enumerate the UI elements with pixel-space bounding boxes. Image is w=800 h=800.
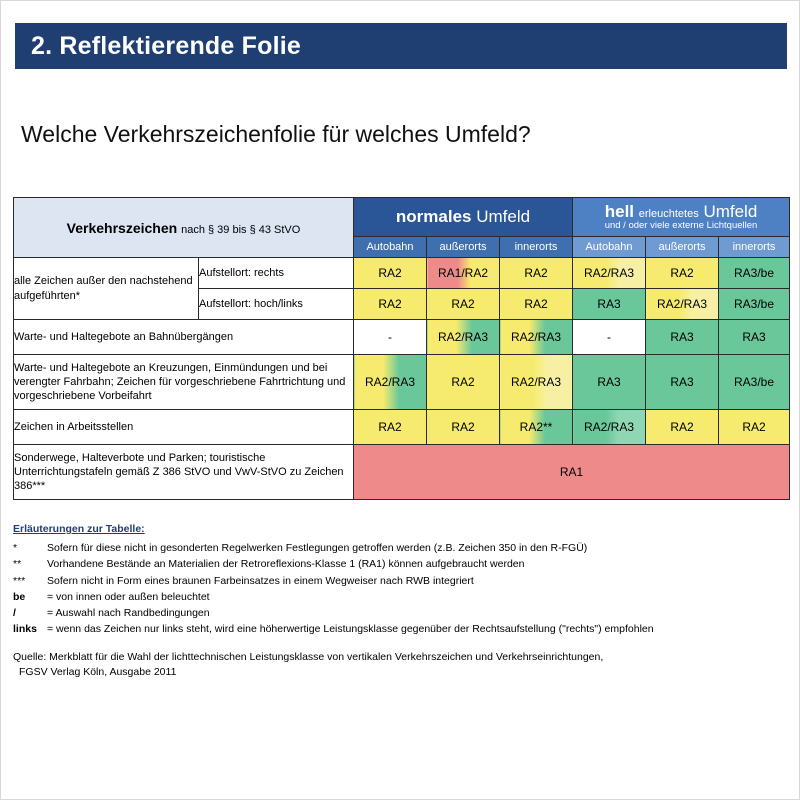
column-header-hell-autobahn: Autobahn: [573, 237, 646, 258]
source-line-2: FGSV Verlag Köln, Ausgabe 2011: [19, 665, 177, 678]
cell-r0-c5: RA3/be: [719, 258, 790, 289]
group-header-hell-rest: Umfeld: [703, 202, 758, 222]
cell-r4-c0: RA2: [354, 410, 427, 445]
row-label-alle-zeichen: alle Zeichen außer den nachstehend aufgeführten*: [14, 258, 199, 320]
cell-r4-c4: RA2: [646, 410, 719, 445]
note-text: Sofern für diese nicht in gesonderten Regelwerken Festlegungen getroffen werden (z.B. Zeichen 350 in den R-FGÜ): [47, 542, 588, 555]
cell-r3-c3: RA3: [573, 355, 646, 410]
group-header-hell-strong: hell: [604, 202, 635, 222]
cell-r0-c2: RA2: [500, 258, 573, 289]
cell-r1-c1: RA2: [427, 289, 500, 320]
table-container: [13, 197, 789, 500]
cell-r3-c0: RA2/RA3: [354, 355, 427, 410]
cell-r1-c2: RA2: [500, 289, 573, 320]
table-row: [14, 355, 790, 410]
cell-r2-c5: RA3: [719, 320, 790, 355]
note-key: ***: [13, 574, 26, 587]
row-label-kreuzungen: Warte- und Haltegebote an Kreuzungen, Einmündungen und bei verengter Fahrbahn; Zeichen für vorgeschriebene Fahrtrichtung und vorgeschriebene Vorbeifahrt: [14, 355, 354, 410]
page-title: 2. Reflektierende Folie: [31, 31, 301, 60]
note-item: [13, 590, 789, 605]
table-row-sonderwege: [14, 445, 790, 500]
note-key: **: [13, 558, 22, 571]
table-corner-header: [14, 198, 354, 258]
note-item: [13, 541, 789, 556]
source-block: [13, 650, 789, 680]
group-header-hell-tiny: und / oder viele externe Lichtquellen: [604, 219, 758, 231]
cell-r3-c4: RA3: [646, 355, 719, 410]
cell-r0-c0: RA2: [354, 258, 427, 289]
cell-sonderwege-ra1: RA1: [354, 445, 790, 500]
note-item: [13, 622, 789, 637]
table-row: [14, 410, 790, 445]
cell-r3-c5: RA3/be: [719, 355, 790, 410]
note-item: [13, 606, 789, 621]
group-header-normal: [354, 198, 573, 237]
note-item: [13, 574, 789, 589]
cell-r0-c1: RA1/RA2: [427, 258, 500, 289]
group-header-normal-rest: Umfeld: [476, 207, 531, 226]
cell-r2-c4: RA3: [646, 320, 719, 355]
corner-title: Verkehrszeichen: [66, 219, 178, 236]
note-text: Vorhandene Bestände an Materialien der Retroreflexions-Klasse 1 (RA1) können aufgebraucht werden: [47, 558, 525, 571]
note-item: [13, 557, 789, 572]
slide-title-bar: [15, 23, 787, 69]
group-header-hell-mid: erleuchtetes: [638, 208, 699, 221]
column-header-hell-innerorts: innerorts: [719, 237, 790, 258]
cell-r2-c1: RA2/RA3: [427, 320, 500, 355]
cell-r1-c5: RA3/be: [719, 289, 790, 320]
row-label-bahnuebergaenge: Warte- und Haltegebote an Bahnübergängen: [14, 320, 354, 355]
note-text: Sofern nicht in Form eines braunen Farbeinsatzes in einem Wegweiser nach RWB integriert: [47, 574, 474, 587]
cell-r4-c5: RA2: [719, 410, 790, 445]
group-header-hell: [573, 198, 790, 237]
row-label-sonderwege: Sonderwege, Halteverbote und Parken; touristische Unterrichtungstafeln gemäß Z 386 StVO und VwV-StVO zu Zeichen 386***: [14, 445, 354, 500]
column-header-normal-autobahn: Autobahn: [354, 237, 427, 258]
cell-r1-c0: RA2: [354, 289, 427, 320]
column-header-normal-innerorts: innerorts: [500, 237, 573, 258]
cell-r4-c1: RA2: [427, 410, 500, 445]
table-row: [14, 320, 790, 355]
group-header-normal-strong: normales: [395, 207, 472, 226]
cell-r3-c1: RA2: [427, 355, 500, 410]
table-row: [14, 258, 790, 289]
note-key: be: [13, 590, 26, 603]
notes-heading: Erläuterungen zur Tabelle:: [13, 523, 145, 535]
note-key: /: [13, 607, 16, 620]
cell-r3-c2: RA2/RA3: [500, 355, 573, 410]
cell-r2-c2: RA2/RA3: [500, 320, 573, 355]
table-header-group-row: [14, 198, 790, 237]
cell-r1-c3: RA3: [573, 289, 646, 320]
cell-r1-c4: RA2/RA3: [646, 289, 719, 320]
note-text: = Auswahl nach Randbedingungen: [47, 607, 210, 620]
column-header-hell-ausserorts: außerorts: [646, 237, 719, 258]
slide-subtitle: Welche Verkehrszeichenfolie für welches Umfeld?: [21, 121, 531, 147]
cell-r0-c4: RA2: [646, 258, 719, 289]
row-sublabel-aufstellort-rechts: Aufstellort: rechts: [199, 258, 354, 289]
cell-r4-c3: RA2/RA3: [573, 410, 646, 445]
cell-r0-c3: RA2/RA3: [573, 258, 646, 289]
cell-r4-c2: RA2**: [500, 410, 573, 445]
row-sublabel-aufstellort-hoch-links: Aufstellort: hoch/links: [199, 289, 354, 320]
source-line-1: Quelle: Merkblatt für die Wahl der lichttechnischen Leistungsklasse von vertikalen Verkehrszeichen und Verkehrseinrichtungen,: [13, 650, 604, 663]
cell-r2-c3: -: [573, 320, 646, 355]
notes-section: [13, 522, 789, 680]
cell-r2-c0: -: [354, 320, 427, 355]
reflective-foil-table: [13, 197, 790, 500]
note-key: *: [13, 542, 18, 555]
note-text: = wenn das Zeichen nur links steht, wird eine höherwertige Leistungsklasse gegenüber der Rechtsaufstellung ("rechts") empfohlen: [47, 623, 654, 636]
note-text: = von innen oder außen beleuchtet: [47, 590, 210, 603]
row-label-arbeitsstellen: Zeichen in Arbeitsstellen: [14, 410, 354, 445]
column-header-normal-ausserorts: außerorts: [427, 237, 500, 258]
note-key: links: [13, 623, 37, 636]
corner-subtitle: nach § 39 bis § 43 StVO: [181, 223, 301, 236]
